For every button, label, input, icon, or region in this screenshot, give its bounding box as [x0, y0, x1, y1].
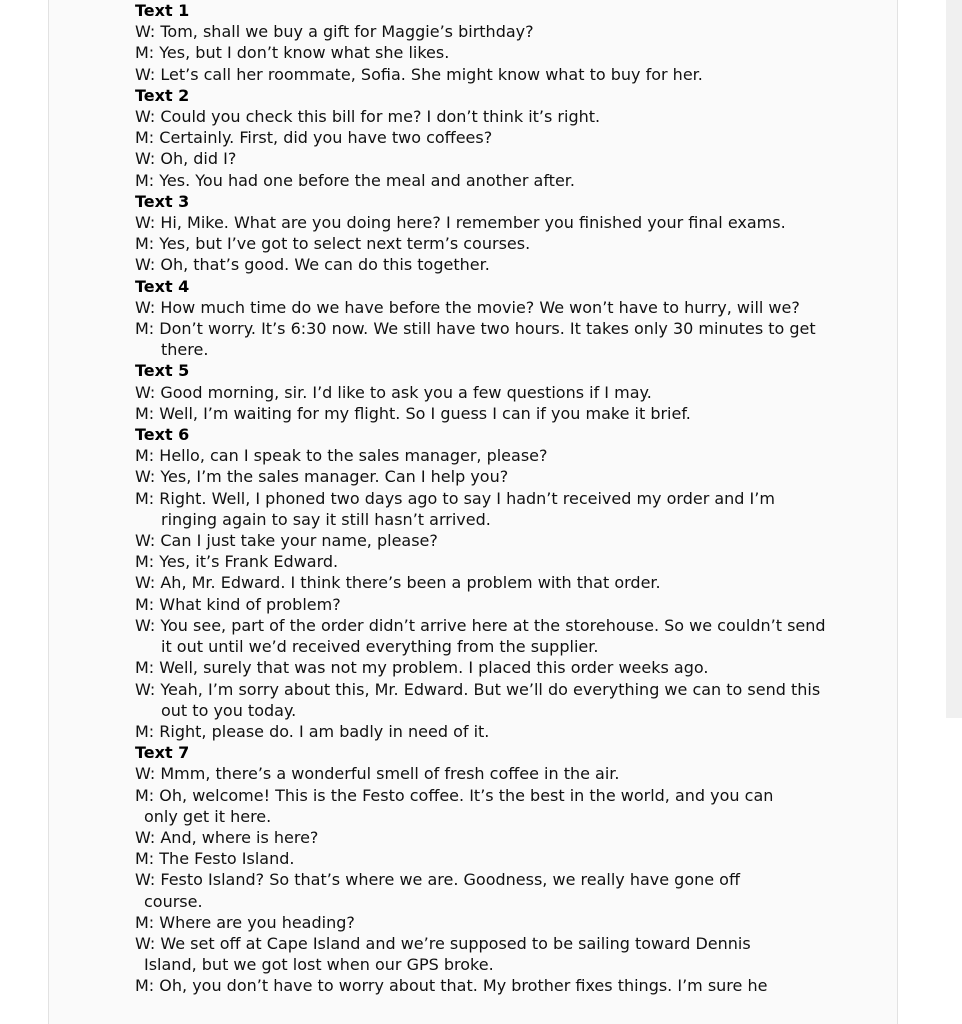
text-6-heading: Text 6	[135, 425, 190, 445]
dialogue-line: M: Yes, it’s Frank Edward.	[135, 552, 339, 572]
dialogue-line: W: Ah, Mr. Edward. I think there’s been a problem with that order.	[135, 573, 661, 593]
dialogue-line: W: Yes, I’m the sales manager. Can I help you?	[135, 467, 509, 487]
dialogue-line: W: Yeah, I’m sorry about this, Mr. Edward. But we’ll do everything we can to send this out to you today.	[135, 679, 821, 720]
text-2-heading: Text 2	[135, 85, 190, 105]
dialogue-line: M: What kind of problem?	[135, 594, 341, 614]
dialogue-line: W: We set off at Cape Island and we’re supposed to be sailing toward Dennis Island, but we got lost when our GPS broke.	[135, 933, 751, 975]
dialogue-line: M: Certainly. First, did you have two coffees?	[135, 128, 493, 148]
document-page	[48, 0, 898, 1024]
dialogue-line: M: Yes. You had one before the meal and another after.	[135, 170, 575, 190]
dialogue-line: M: Yes, but I’ve got to select next term’s courses.	[135, 234, 531, 254]
dialogue-line: W: And, where is here?	[135, 827, 319, 847]
dialogue-line: W: Oh, that’s good. We can do this together.	[135, 255, 490, 275]
transcript	[135, 0, 835, 997]
dialogue-line: W: Festo Island? So that’s where we are. Goodness, we really have gone off course.	[135, 870, 740, 911]
dialogue-line: W: Mmm, there’s a wonderful smell of fresh coffee in the air.	[135, 764, 620, 784]
dialogue-line: M: Oh, you don’t have to worry about that. My brother fixes things. I’m sure he	[135, 976, 768, 996]
dialogue-line: M: Well, surely that was not my problem. I placed this order weeks ago.	[135, 658, 709, 678]
dialogue-line: M: Hello, can I speak to the sales manager, please?	[135, 446, 548, 466]
scrollbar-track[interactable]	[946, 0, 962, 718]
dialogue-line: W: Could you check this bill for me? I don’t think it’s right.	[135, 107, 601, 127]
dialogue-line: M: Right. Well, I phoned two days ago to say I hadn’t received my order and I’m ringing again to say it still hasn’t arrived.	[135, 488, 775, 529]
text-7-heading: Text 7	[135, 743, 190, 763]
text-4-heading: Text 4	[135, 276, 190, 296]
dialogue-line: M: Right, please do. I am badly in need of it.	[135, 721, 490, 741]
dialogue-line: M: Yes, but I don’t know what she likes.	[135, 43, 450, 63]
dialogue-line: W: Oh, did I?	[135, 149, 237, 169]
dialogue-line: M: Where are you heading?	[135, 912, 355, 932]
text-5-heading: Text 5	[135, 361, 190, 381]
dialogue-line: M: Well, I’m waiting for my flight. So I guess I can if you make it brief.	[135, 403, 691, 423]
dialogue-line: M: Oh, welcome! This is the Festo coffee. It’s the best in the world, and you can only get it here.	[135, 785, 774, 826]
dialogue-line: W: You see, part of the order didn’t arrive here at the storehouse. So we couldn’t send it out until we’d received everything from the supplier.	[135, 615, 826, 657]
dialogue-line: M: Don’t worry. It’s 6:30 now. We still have two hours. It takes only 30 minutes to get there.	[135, 319, 816, 360]
dialogue-line: W: Can I just take your name, please?	[135, 531, 438, 551]
dialogue-line: W: Good morning, sir. I’d like to ask you a few questions if I may.	[135, 382, 652, 402]
dialogue-line: W: Hi, Mike. What are you doing here? I remember you finished your final exams.	[135, 213, 786, 233]
dialogue-line: W: How much time do we have before the movie? We won’t have to hurry, will we?	[135, 297, 800, 317]
dialogue-line: M: The Festo Island.	[135, 849, 295, 869]
text-3-heading: Text 3	[135, 191, 190, 211]
dialogue-line: W: Let’s call her roommate, Sofia. She might know what to buy for her.	[135, 64, 703, 84]
dialogue-line: W: Tom, shall we buy a gift for Maggie’s birthday?	[135, 22, 534, 42]
text-1-heading: Text 1	[135, 1, 190, 20]
